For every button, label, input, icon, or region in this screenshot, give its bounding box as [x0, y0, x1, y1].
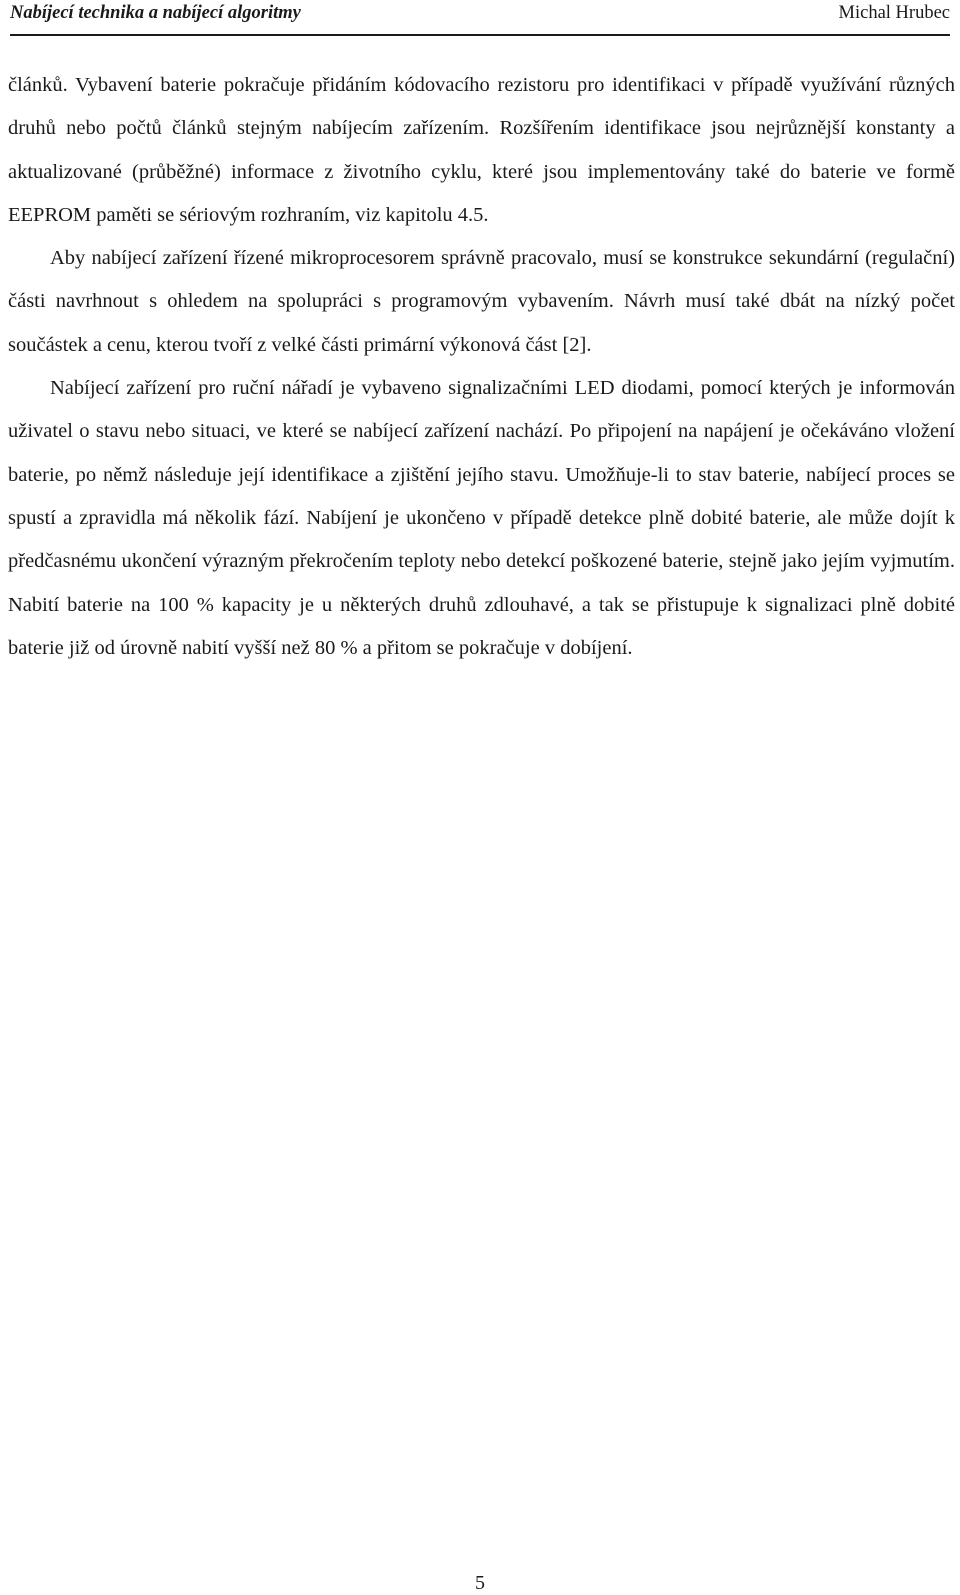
paragraph-continuation: článků. Vybavení baterie pokračuje přidáním kódovacího rezistoru pro identifikaci v případě využívání různých druhů nebo počtů článků stejným nabíjecím zařízením. Rozšířením identifikace jsou nejrůznější konstanty a aktualizované (průběžné) informace z životního cyklu, které jsou implementovány také do baterie ve formě EEPROM paměti se sériovým rozhraním, viz kapitolu 4.5.: [8, 74, 955, 226]
paragraph-microprocessor-charger: Aby nabíjecí zařízení řízené mikroprocesorem správně pracovalo, musí se konstrukce sekundární (regulační) části navrhnout s ohledem na spolupráci s programovým vybavením. Návrh musí také dbát na nízký počet součástek a cenu, kterou tvoří z velké části primární výkonová část [2].: [8, 247, 955, 356]
page-number: 5: [475, 1572, 485, 1594]
paragraph-led-signalling: Nabíjecí zařízení pro ruční nářadí je vybaveno signalizačními LED diodami, pomocí kterých je informován uživatel o stavu nebo situaci, ve které se nabíjecí zařízení nachází. Po připojení na napájení je očekáváno vložení baterie, po němž následuje její identifikace a zjištění jejího stavu. Umožňuje-li to stav baterie, nabíjecí proces se spustí a zpravidla má několik fází. Nabíjení je ukončeno v případě detekce plně dobité baterie, ale může dojít k předčasnému ukončení výrazným překročením teploty nebo detekcí poškozené baterie, stejně jako jejím vyjmutím. Nabití baterie na 100 % kapacity je u některých druhů zdlouhavé, a tak se přistupuje k signalizaci plně dobité baterie již od úrovně nabití vyšší než 80 % a přitom se pokračuje v dobíjení.: [8, 377, 955, 659]
page-header: [10, 0, 950, 36]
body-text: [8, 64, 955, 670]
document-title: Nabíjecí technika a nabíjecí algoritmy: [10, 3, 301, 23]
author-name: Michal Hrubec: [838, 3, 950, 23]
